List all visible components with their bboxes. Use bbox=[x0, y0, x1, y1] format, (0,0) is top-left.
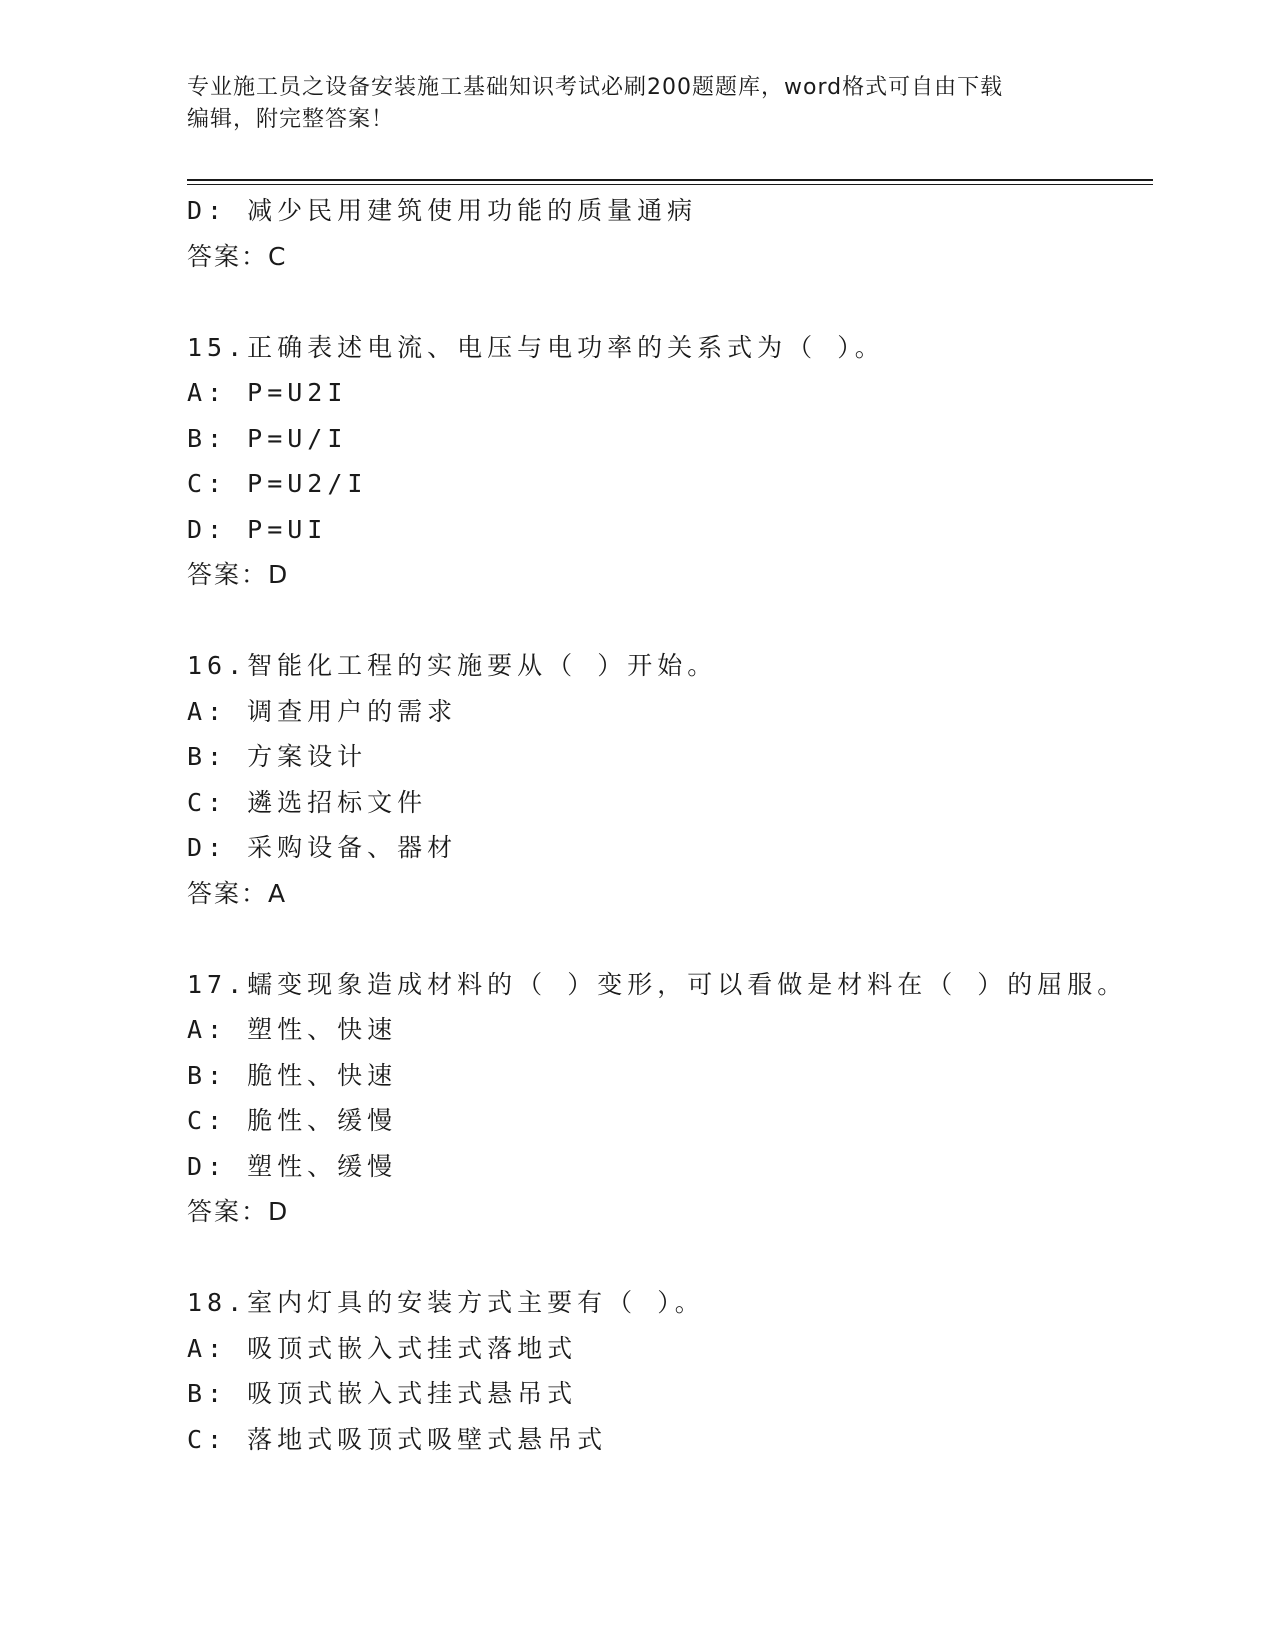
header-divider-thin bbox=[187, 184, 1153, 185]
option-c: C: 遴选招标文件 bbox=[187, 787, 428, 817]
question-stem: 18.室内灯具的安装方式主要有（ ）。 bbox=[187, 1288, 705, 1317]
document-header bbox=[187, 72, 1067, 136]
option-a: A: 吸顶式嵌入式挂式落地式 bbox=[187, 1333, 578, 1363]
option-d: D: 减少民用建筑使用功能的质量通病 bbox=[187, 196, 698, 225]
answer-line: 答案：D bbox=[187, 1197, 290, 1226]
option-a: A: 塑性、快速 bbox=[187, 1015, 398, 1044]
answer-line: 答案：D bbox=[187, 560, 290, 589]
option-d: D: P=UI bbox=[187, 514, 328, 544]
option-b: B: P=U/I bbox=[187, 423, 348, 453]
question-15 bbox=[187, 325, 1153, 598]
header-line-2: 编辑，附完整答案！ bbox=[187, 107, 395, 132]
spacer bbox=[187, 279, 1153, 325]
question-17 bbox=[187, 962, 1153, 1235]
question-stem: 16.智能化工程的实施要从（ ）开始。 bbox=[187, 651, 718, 680]
option-a: A: 调查用户的需求 bbox=[187, 696, 458, 726]
header-divider-thick bbox=[187, 179, 1153, 181]
spacer bbox=[187, 598, 1153, 644]
option-d: D: 塑性、缓慢 bbox=[187, 1151, 398, 1181]
spacer bbox=[187, 916, 1153, 962]
question-list bbox=[187, 188, 1153, 1462]
option-a: A: P=U2I bbox=[187, 378, 348, 407]
answer-line: 答案：A bbox=[187, 878, 288, 908]
option-b: B: 方案设计 bbox=[187, 742, 368, 771]
option-c: C: 落地式吸顶式吸壁式悬吊式 bbox=[187, 1424, 608, 1454]
question-18 bbox=[187, 1280, 1153, 1462]
header-line-1: 专业施工员之设备安装施工基础知识考试必刷200题题库，word格式可自由下载 bbox=[187, 75, 1004, 100]
option-c: C: P=U2/I bbox=[187, 469, 368, 498]
question-stem: 17.蠕变现象造成材料的（ ）变形，可以看做是材料在（ ）的屈服。 bbox=[187, 969, 1128, 999]
spacer bbox=[187, 1235, 1153, 1281]
option-b: B: 脆性、快速 bbox=[187, 1060, 398, 1090]
option-b: B: 吸顶式嵌入式挂式悬吊式 bbox=[187, 1379, 578, 1408]
option-d: D: 采购设备、器材 bbox=[187, 833, 458, 862]
answer-line: 答案：C bbox=[187, 241, 288, 271]
option-c: C: 脆性、缓慢 bbox=[187, 1106, 398, 1135]
question-stem: 15.正确表述电流、电压与电功率的关系式为（ ）。 bbox=[187, 332, 885, 362]
question-16 bbox=[187, 643, 1153, 916]
